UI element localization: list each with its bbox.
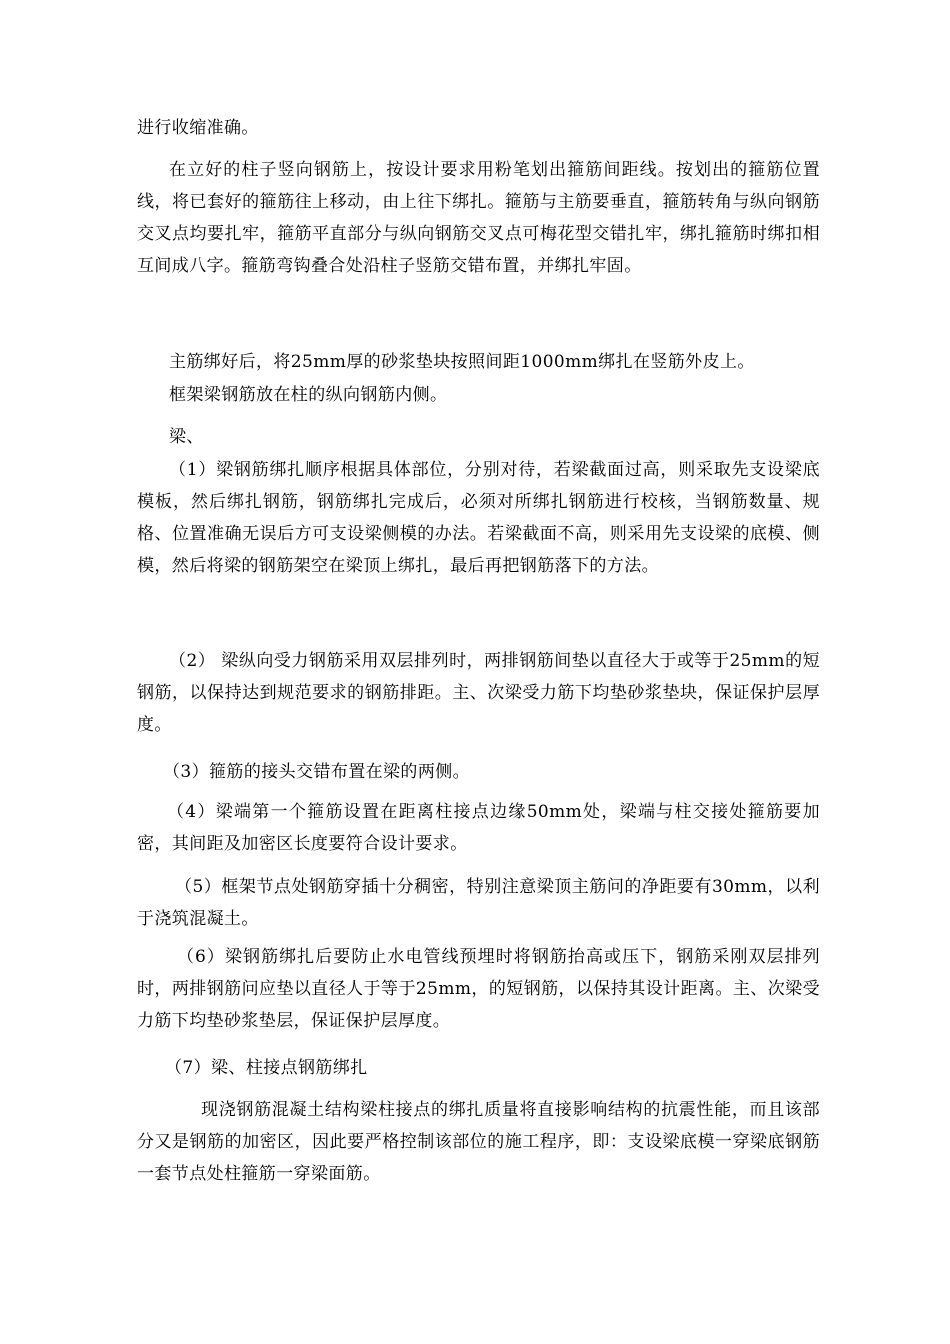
list-item-5: （5）框架节点处钢筋穿插十分稠密，特别注意梁顶主筋问的净距要有30mm，以利于浇筑混凝土。 — [137, 877, 820, 929]
paragraph-beam-column-joint: 现浇钢筋混凝土结构梁柱接点的绑扎质量将直接影响结构的抗震性能，而且该部分又是钢筋的加密区，因此要严格控制该部位的施工程序，即：支设梁底模一穿梁底钢筋一套节点处柱箍筋一穿梁面筋。 — [137, 1100, 820, 1184]
list-item-1: （1）梁钢筋绑扎顺序根据具体部位，分别对待，若梁截面过高，则采取先支设梁底模板，然后绑扎钢筋，钢筋绑扎完成后，必须对所绑扎钢筋进行校核，当钢筋数量、规格、位置准确无误后方可支设梁侧模的办法。若梁截面不高，则采用先支设梁的底模、侧模，然后将梁的钢筋架空在梁顶上绑扎，最后再把钢筋落下的方法。 — [137, 460, 820, 576]
list-item-7-heading: （7）梁、柱接点钢筋绑扎 — [165, 1058, 368, 1078]
list-item-3: （3）箍筋的接头交错布置在梁的两侧。 — [163, 762, 471, 782]
list-item-4: （4）梁端第一个箍筋设置在距离柱接点边缘50mm处，梁端与柱交接处箍筋要加密，其间距及加密区长度要符合设计要求。 — [137, 802, 820, 854]
paragraph-frame-beam: 框架梁钢筋放在柱的纵向钢筋内侧。 — [169, 385, 448, 405]
section-heading-beam: 梁、 — [169, 427, 204, 447]
paragraph-continuation: 进行收缩准确。 — [137, 118, 259, 138]
list-item-2: （2） 梁纵向受力钢筋采用双层排列时，两排钢筋间垫以直径大于或等于25mm的短钢筋，以保持达到规范要求的钢筋排距。主、次梁受力筋下均垫砂浆垫块，保证保护层厚度。 — [137, 651, 820, 735]
paragraph-mortar-spacer: 主筋绑好后，将25mm厚的砂浆垫块按照间距1000mm绑扎在竖筋外皮上。 — [169, 352, 755, 372]
paragraph-column-stirrup-binding: 在立好的柱子竖向钢筋上，按设计要求用粉笔划出箍筋间距线。按划出的箍筋位置线，将已套好的箍筋往上移动，由上往下绑扎。箍筋与主筋要垂直，箍筋转角与纵向钢筋交叉点均要扎牢，箍筋平直部分与纵向钢筋交叉点可梅花型交错扎牢，绑扎箍筋时绑扣相互间成八字。箍筋弯钩叠合处沿柱子竖筋交错布置，并绑扎牢固。 — [137, 160, 820, 276]
list-item-6: （6）梁钢筋绑扎后要防止水电管线预埋时将钢筋抬高或压下，钢筋采刚双层排列时，两排钢筋问应垫以直径人于等于25mm，的短钢筋，以保持其设计距离。主、次梁受力筋下均垫砂浆垫层，保证保护层厚度。 — [137, 947, 820, 1031]
